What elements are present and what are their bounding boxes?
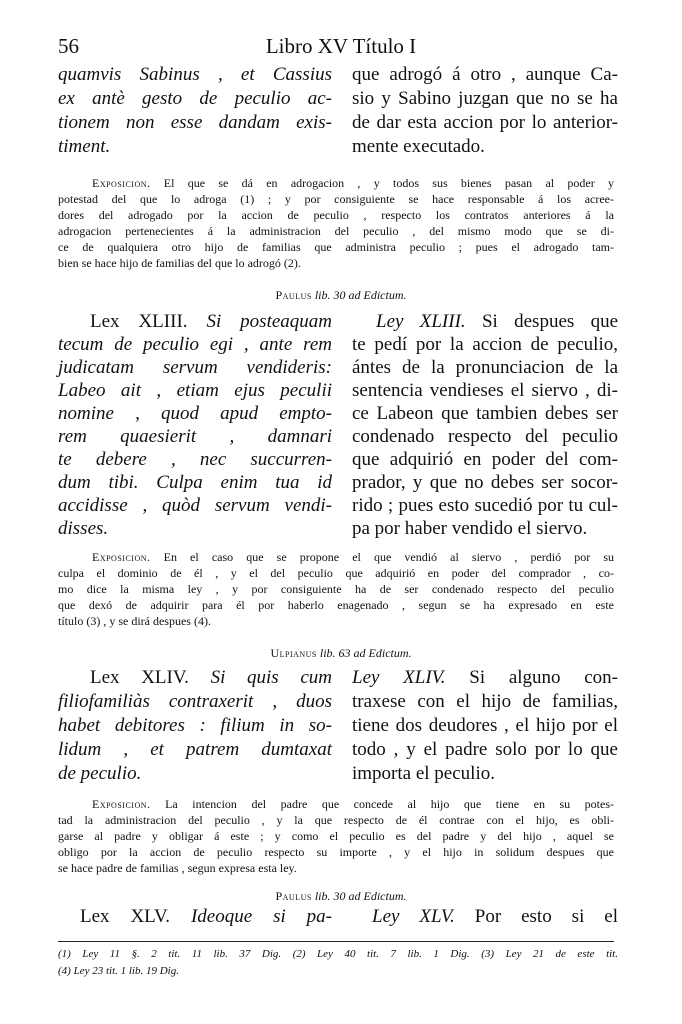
- spanish-line: importa el peculio.: [352, 763, 495, 784]
- spanish-line: Ley XLIII. Si despues que: [376, 311, 619, 332]
- latin-line: rem quaesierit , damnari: [58, 426, 332, 447]
- ley-number: Ley XLIV.: [352, 667, 446, 688]
- running-title: Libro XV Título I: [265, 34, 417, 58]
- exposicion-3: [58, 797, 614, 877]
- latin-line: filiofamiliàs contraxerit , duos: [58, 691, 332, 712]
- spanish-line: traxese con el hijo de familias,: [352, 691, 618, 712]
- footnote-line: (1) Ley 11 §. 2 tit. 11 lib. 37 Dig. (2) Ley 40 tit. 7 lib. 1 Dig. (3) Ley 21 de este tit.: [58, 948, 618, 960]
- latin-line: timent.: [58, 136, 111, 157]
- exposicion-1: [58, 176, 614, 271]
- exposicion-2: [58, 550, 614, 630]
- spanish-line: de dar esta accion por lo anterior-: [352, 112, 618, 133]
- expo-line: se hace padre de familias , segun expresa esta ley.: [58, 861, 297, 875]
- latin-line: de peculio.: [58, 763, 142, 784]
- lex-44-block: [58, 667, 618, 787]
- expo-line: Exposicion. El que se dá en adrogacion , y todos sus bienes pasan al poder y: [92, 176, 614, 190]
- expo-line: tad la administracion del peculio , y la que respecto de él contrae con el hijo, es obli-: [58, 813, 614, 827]
- expo-label: Exposicion.: [92, 176, 151, 190]
- expo-line: ce de qualquiera otro hijo de familias que administra peculio ; pues el adrogado tam-: [58, 240, 614, 254]
- spanish-line: todo , y el padre solo por lo que: [352, 739, 618, 760]
- expo-line: título (3) , y se dirá despues (4).: [58, 614, 211, 628]
- lex-number: Lex XLV.: [80, 906, 171, 927]
- spanish-line: que adquirió en poder del com-: [352, 449, 618, 470]
- expo-line: dores del adrogado por la accion de peculio , respecto los contratos anteriores á la: [58, 208, 614, 222]
- latin-line: tionem non esse dandam exis-: [58, 112, 332, 133]
- latin-line: dum tibi. Culpa enim tua id: [58, 472, 332, 493]
- expo-line: Exposicion. La intencion del padre que concede al hijo que tiene en su potes-: [92, 797, 615, 811]
- source-attribution: Ulpianus lib. 63 ad Edictum.: [270, 646, 412, 660]
- lex-number: Lex XLIII.: [90, 311, 188, 332]
- footnote-line: (4) Ley 23 tit. 1 lib. 19 Dig.: [58, 965, 179, 977]
- latin-line: Lex XLIV. Si quis cum: [90, 667, 333, 688]
- spanish-line: rido ; pues esto sucedió por tu cul-: [352, 495, 618, 516]
- latin-line: Lex XLV. Ideoque si pa-: [80, 906, 332, 927]
- expo-line: Exposicion. En el caso que se propone el que vendió al siervo , perdió por su: [92, 550, 614, 564]
- expo-line: bien se hace hijo de familias del que lo adrogó (2).: [58, 256, 301, 270]
- expo-line: garse al padre y obligar á este ; y como el peculio es del padre y del hijo , aquel se: [58, 829, 614, 843]
- spanish-line: Ley XLIV. Si alguno con-: [352, 667, 618, 688]
- latin-line: habet debitores : filium in so-: [58, 715, 332, 736]
- latin-line: nomine , quod apud empto-: [58, 403, 332, 424]
- ley-number: Ley XLV.: [372, 906, 455, 927]
- latin-line: Labeo ait , etiam ejus peculii: [58, 380, 332, 401]
- source-attribution: Paulus lib. 30 ad Edictum.: [275, 288, 407, 302]
- footnote-rule: [58, 941, 614, 942]
- spanish-line: sentencia vendieses el siervo , di-: [352, 380, 618, 401]
- spanish-line: pa por haber vendido el siervo.: [352, 518, 588, 539]
- spanish-line: ce Labeon que tambien debes ser: [352, 403, 618, 424]
- spanish-line: Ley XLV. Por esto si el: [372, 906, 619, 927]
- ley-number: Ley XLIII.: [376, 311, 466, 332]
- latin-line: te debere , nec succurren-: [58, 449, 332, 470]
- expo-label: Exposicion.: [92, 797, 151, 811]
- expo-line: adrogacion pertenecientes á la administracion del peculio , del mismo modo que se di-: [58, 224, 614, 238]
- source-attribution: Paulus lib. 30 ad Edictum.: [275, 889, 407, 903]
- expo-line: mo dice la misma ley , y por consiguiente ha de ser condenado respecto del peculio: [58, 582, 614, 596]
- lex-43-block: [58, 311, 618, 546]
- expo-line: que dexó de adquirir para él por haberlo enagenado , segun se ha expresado en este: [58, 598, 614, 612]
- page-number: 56: [58, 34, 79, 58]
- spanish-line: sio y Sabino juzgan que no se ha: [352, 88, 618, 109]
- expo-label: Exposicion.: [92, 550, 151, 564]
- spanish-line: tiene dos deudores , el hijo por el: [352, 715, 618, 736]
- spanish-line: condenado respecto del peculio: [352, 426, 618, 447]
- latin-line: Lex XLIII. Si posteaquam: [90, 311, 333, 332]
- expo-line: obligo por la accion de peculio respecto su importe , y el hijo in solidum despues que: [58, 845, 614, 859]
- spanish-line: ántes de la pronunciacion de la: [352, 357, 618, 378]
- lex-45-block: [58, 906, 618, 932]
- latin-line: accidisse , quòd servum vendi-: [58, 495, 332, 516]
- expo-line: potestad del que lo adroga (1) ; y por consiguiente se hace responsable á los acree-: [58, 192, 614, 206]
- latin-line: judicatam servum vendideris:: [58, 357, 332, 378]
- lex-number: Lex XLIV.: [90, 667, 189, 688]
- continuation-block: [58, 64, 618, 164]
- latin-line: disses.: [58, 518, 109, 539]
- spanish-line: que adrogó á otro , aunque Ca-: [352, 64, 618, 85]
- latin-line: ex antè gesto de peculio ac-: [58, 88, 332, 109]
- expo-line: culpa el dominio de él , y el del peculio que adquirió en poder del comprador , co-: [58, 566, 614, 580]
- latin-line: lidum , et patrem dumtaxat: [58, 739, 332, 760]
- latin-line: quamvis Sabinus , et Cassius: [58, 64, 332, 85]
- latin-line: tecum de peculio egi , ante rem: [58, 334, 332, 355]
- footnotes: [58, 948, 618, 984]
- spanish-line: prador, y que no debes ser socor-: [352, 472, 618, 493]
- spanish-line: te pedí por la accion de peculio,: [352, 334, 618, 355]
- spanish-line: mente executado.: [352, 136, 485, 157]
